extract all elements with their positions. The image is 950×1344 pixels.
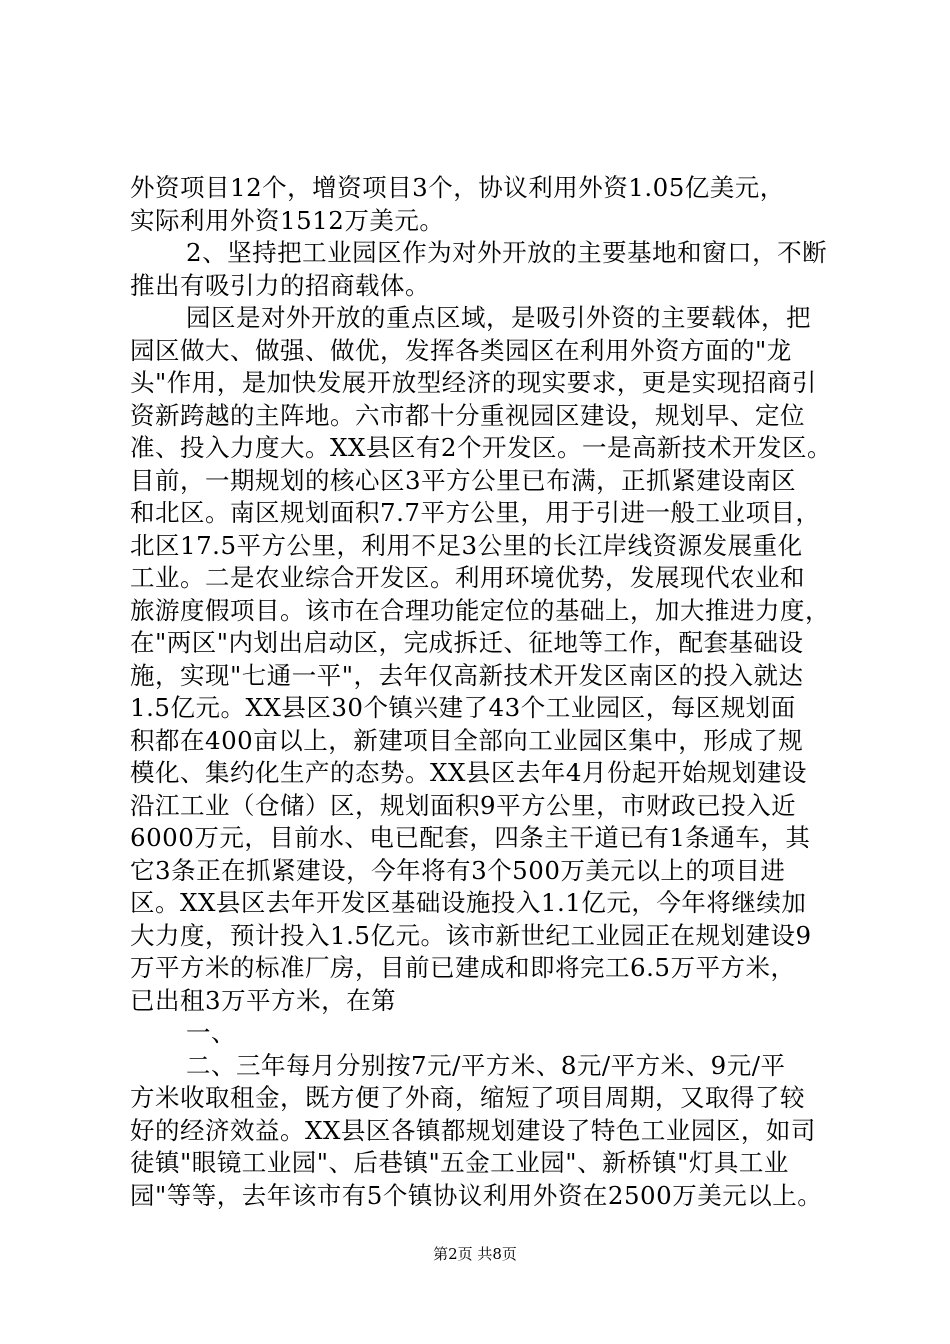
text-line: 目前，一期规划的核心区3平方公里已布满，正抓紧建设南区	[130, 465, 797, 495]
text-line: 它3条正在抓紧建设，今年将有3个500万美元以上的项目进	[130, 855, 786, 885]
text-line: 徒镇"眼镜工业园"、后巷镇"五金工业园"、新桥镇"灯具工业	[130, 1148, 789, 1177]
text-line: 好的经济效益。XX县区各镇都规划建设了特色工业园区，如司	[130, 1115, 816, 1145]
text-line: 二、三年每月分别按7元/平方米、8元/平方米、9元/平	[186, 1050, 786, 1080]
text-line: 已出租3万平方米，在第	[130, 985, 397, 1015]
text-line: 准、投入力度大。XX县区有2个开发区。一是高新技术开发区。	[130, 433, 832, 462]
text-line: 积都在400亩以上，新建项目全部向工业园区集中，形成了规	[130, 725, 804, 755]
body-text	[130, 172, 842, 1212]
text-line: 施，实现"七通一平"，去年仅高新技术开发区南区的投入就达	[130, 660, 804, 690]
page-footer: 第2页 共8页	[433, 1245, 517, 1263]
text-line: 模化、集约化生产的态势。XX县区去年4月份起开始规划建设	[130, 758, 807, 787]
text-line: 实际利用外资1512万美元。	[130, 205, 445, 235]
text-line: 大力度，预计投入1.5亿元。该市新世纪工业园正在规划建设9	[130, 920, 812, 950]
text-line: 园区做大、做强、做优，发挥各类园区在利用外资方面的"龙	[130, 335, 792, 365]
text-line: 北区17.5平方公里，利用不足3公里的长江岸线资源发展重化	[130, 530, 803, 560]
text-line: 一、	[186, 1018, 236, 1047]
text-line: 旅游度假项目。该市在合理功能定位的基础上，加大推进力度，	[130, 595, 830, 625]
text-line: 园"等等，去年该市有5个镇协议利用外资在2500万美元以上。	[130, 1180, 823, 1210]
text-line: 和北区。南区规划面积7.7平方公里，用于引进一般工业项目，	[130, 498, 821, 527]
text-line: 6000万元，目前水、电已配套，四条主干道已有1条通车，其	[130, 823, 811, 852]
text-line: 沿江工业（仓储）区，规划面积9平方公里，市财政已投入近	[130, 790, 797, 820]
text-line: 方米收取租金，既方便了外商，缩短了项目周期，又取得了较	[130, 1083, 805, 1112]
text-line: 在"两区"内划出启动区，完成拆迁、征地等工作，配套基础设	[130, 628, 804, 657]
text-line: 工业。二是农业综合开发区。利用环境优势，发展现代农业和	[130, 563, 805, 592]
text-line: 头"作用，是加快发展开放型经济的现实要求，更是实现招商引	[130, 368, 817, 397]
text-line: 园区是对外开放的重点区域，是吸引外资的主要载体，把	[186, 303, 811, 332]
text-line: 外资项目12个，增资项目3个，协议利用外资1.05亿美元，	[130, 173, 785, 202]
text-line: 推出有吸引力的招商载体。	[130, 270, 430, 300]
text-line: 万平方米的标准厂房，目前已建成和即将完工6.5万平方米，	[130, 953, 796, 982]
text-line: 2、坚持把工业园区作为对外开放的主要基地和窗口，不断	[186, 238, 828, 267]
text-line: 资新跨越的主阵地。六市都十分重视园区建设，规划早、定位	[130, 400, 805, 430]
text-line: 1.5亿元。XX县区30个镇兴建了43个工业园区，每区规划面	[130, 693, 796, 722]
text-line: 区。XX县区去年开发区基础设施投入1.1亿元，今年将继续加	[130, 888, 807, 917]
